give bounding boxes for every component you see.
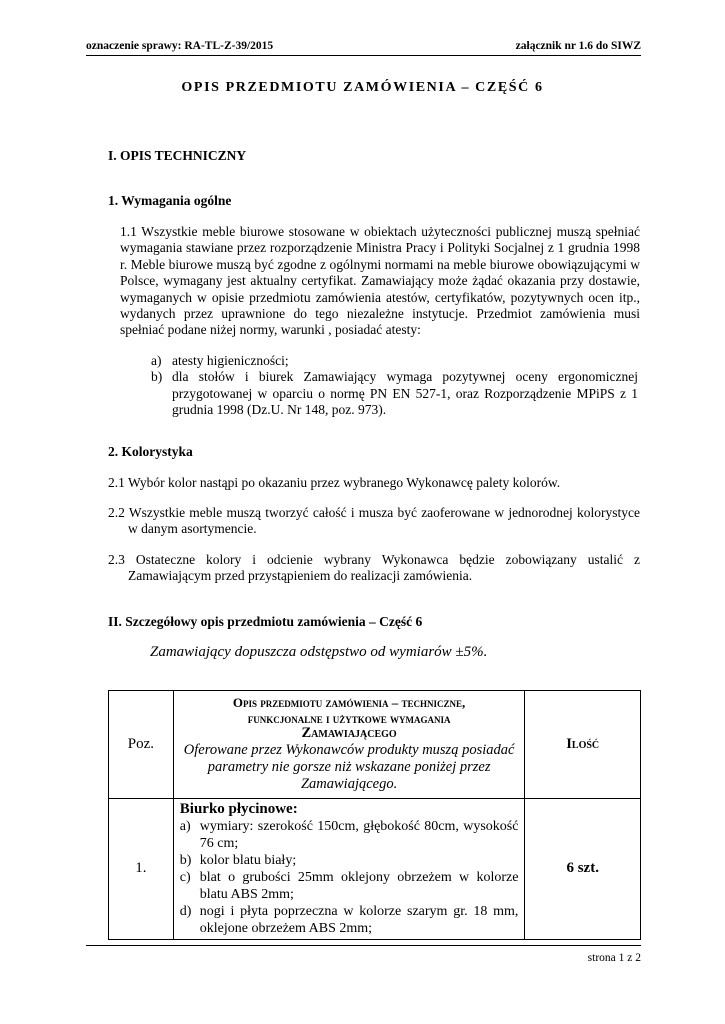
row-description xyxy=(173,798,525,939)
paragraph-2-2: 2.2 Wszystkie meble muszą tworzyć całość i musza być zaoferowane w jednorodnej kolorystyce w danym asortymencie. xyxy=(108,505,640,537)
case-number: oznaczenie sprawy: RA-TL-Z-39/2015 xyxy=(86,40,274,52)
list-item-label: a) xyxy=(179,818,191,834)
header-quantity: Ilość xyxy=(525,691,641,799)
header-description-line-3: Zamawiającego xyxy=(301,725,397,741)
paragraph-2-3: 2.3 Ostateczne kolory i odcienie wybrany Wykonawca będzie zobowiązany ustalić z Zamawiającym przed przystąpieniem do realizacji zamówienia. xyxy=(108,552,640,584)
row-requirements xyxy=(180,818,519,937)
tolerance-note: Zamawiający dopuszcza odstępstwo od wymiarów ±5%. xyxy=(150,644,488,660)
list-item-label: a) xyxy=(151,353,162,368)
list-item xyxy=(151,369,638,418)
list-item-text: dla stołów i biurek Zamawiający wymaga pozytywnej oceny ergonomicznej przygotowanej w oparciu o normę PN EN 527-1, oraz Rozporządzenie MPiPS z 1 grudnia 1998 (Dz.U. Nr 148, poz. 973). xyxy=(172,369,638,418)
row-position: 1. xyxy=(109,798,174,939)
specification-table xyxy=(108,690,641,940)
list-item-label: c) xyxy=(179,869,191,885)
list-item-text: atesty higieniczności; xyxy=(172,353,289,368)
header-description xyxy=(173,691,525,799)
attachment-label: załącznik nr 1.6 do SIWZ xyxy=(515,40,641,52)
page-number: strona 1 z 2 xyxy=(587,952,641,964)
header-description-line-2: funkcjonalne i użytkowe wymagania xyxy=(247,710,451,726)
paragraph-2-1: 2.1 Wybór kolor nastąpi po okazaniu przez wybranego Wykonawcę palety kolorów. xyxy=(108,475,561,490)
list-item xyxy=(180,903,519,937)
list-item xyxy=(180,818,519,852)
list-item xyxy=(180,869,519,903)
header-description-line-1: Opis przedmiotu zamówienia – techniczne, xyxy=(232,695,466,710)
table-row xyxy=(109,798,641,939)
list-item-text: wymiary: szerokość 150cm, głębokość 80cm, wysokość 76 cm; xyxy=(199,818,519,851)
paragraph-1-1 xyxy=(120,224,640,339)
list-item xyxy=(151,353,638,369)
header-description-note: Oferowane przez Wykonawców produkty muszą posiadać parametry nie gorsze niż wskazane poniżej przez Zamawiającego. xyxy=(183,741,515,792)
section-1-heading: I. OPIS TECHNICZNY xyxy=(108,148,247,163)
header-position: Poz. xyxy=(109,691,174,799)
subsection-1-heading: 1. Wymagania ogólne xyxy=(108,193,232,208)
page-title: OPIS PRZEDMIOTU ZAMÓWIENIA – CZĘŚĆ 6 xyxy=(181,80,544,95)
section-2-heading: II. Szczegółowy opis przedmiotu zamówienia – Część 6 xyxy=(108,614,423,629)
row-quantity: 6 szt. xyxy=(525,798,641,939)
footer-divider xyxy=(86,945,641,946)
header-divider xyxy=(86,55,641,56)
list-item-label: d) xyxy=(179,903,192,919)
list-item-text: kolor blatu biały; xyxy=(199,852,297,868)
table-header-row xyxy=(109,691,641,799)
list-item xyxy=(180,852,519,869)
paragraph-1-1-text: 1.1 Wszystkie meble biurowe stosowane w obiektach użyteczności publicznej muszą spełniać wymagania stawiane przez rozporządzenie Ministra Pracy i Polityki Socjalnej z 1 grudnia 1998 r. Meble biurowe muszą być zgodne z ogólnymi normami na meble biurowe obowiązującymi w Polsce, wymagany jest aktualny certyfikat. Zamawiający może żądać okazania przy dostawie, wymaganych w opisie przedmiotu zamówienia atestów, certyfikatów, pozytywnych ocen itp., wydanych przez uprawnione do tego niezależne instytucje. Przedmiot zamówienia musi spełniać podane niżej normy, warunki , posiadać atesty: xyxy=(120,224,640,338)
list-item-text: nogi i płyta poprzeczna w kolorze szarym gr. 18 mm, oklejone obrzeżem ABS 2mm; xyxy=(199,903,519,936)
header-description-title xyxy=(174,691,525,746)
requirements-list xyxy=(151,353,638,419)
row-title: Biurko płycinowe: xyxy=(179,800,298,817)
list-item-text: blat o grubości 25mm oklejony obrzeżem w kolorze blatu ABS 2mm; xyxy=(199,869,519,902)
subsection-2-heading: 2. Kolorystyka xyxy=(108,444,193,459)
list-item-label: b) xyxy=(151,369,163,385)
list-item-label: b) xyxy=(179,852,192,868)
